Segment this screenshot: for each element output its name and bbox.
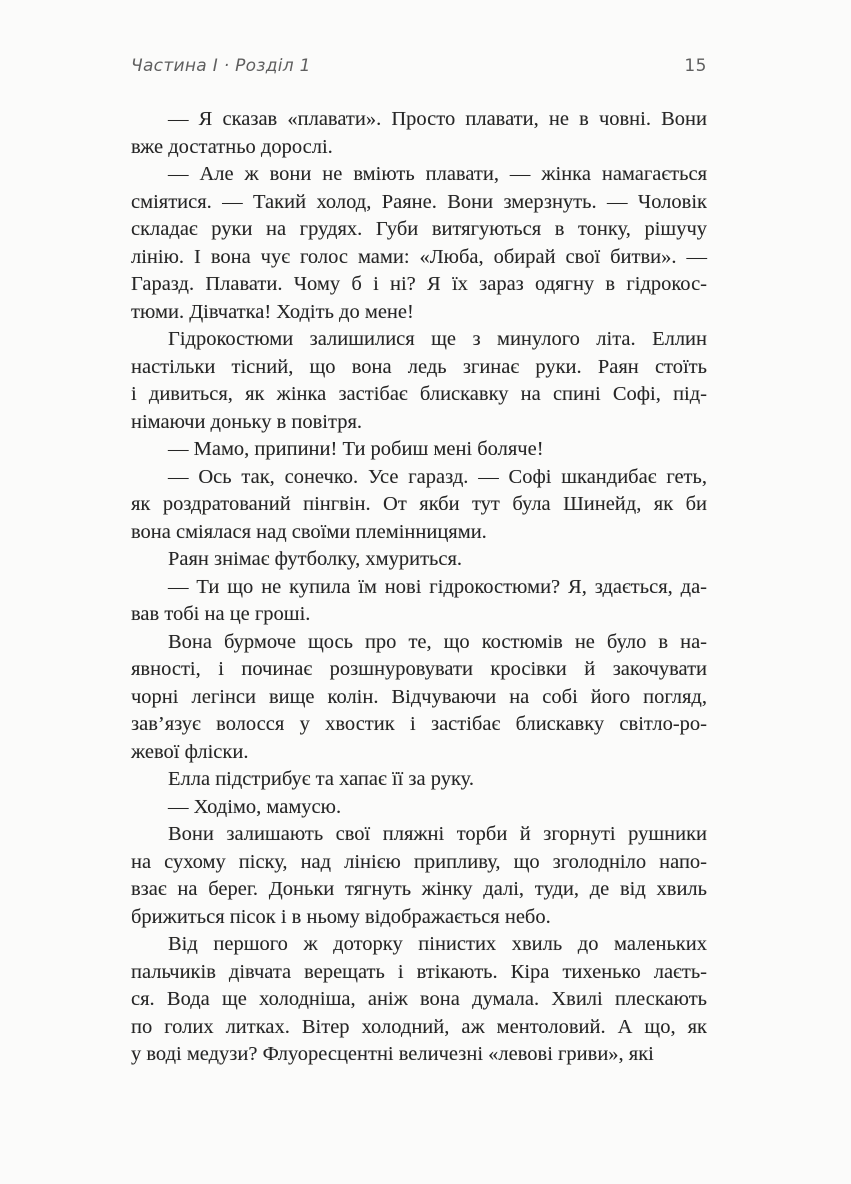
text-line: — Але ж вони не вміють плавати, — жінка намагається [168,163,707,185]
text-line: по голих литках. Вітер холодний, аж ментоловий. А що, як [131,1015,707,1038]
text-line: ся. Вода ще холодніша, аніж вона думала. Хвилі плескають [131,988,707,1010]
text-line: тюми. Дівчатка! Ходіть до мене! [131,300,414,323]
paragraph [131,546,707,574]
text-line: явності, і починає розшнуровувати кросівки й закочувати [131,658,707,680]
text-line: Гаразд. Плавати. Чому б і ні? Я їх зараз одягну в гідрокос- [131,273,707,295]
text-line: — Мамо, припини! Ти робиш мені боляче! [168,438,544,460]
text-line: Вони залишають свої пляжні торби й згорнуті рушники [168,823,707,845]
paragraph [131,574,707,629]
text-line: Вона бурмоче щось про те, що костюмів не було в на- [168,630,707,653]
text-line: — Ось так, сонечко. Усе гаразд. — Софі шкандибає геть, [168,465,707,488]
text-line: складає руки на грудях. Губи витягуються в тонку, рішучу [131,218,707,240]
text-line: вона сміялася над своїми племінницями. [131,520,487,543]
text-line: Раян знімає футболку, хмуриться. [168,548,463,570]
paragraph [131,794,707,822]
page-number: 15 [684,56,707,76]
paragraph [131,436,707,464]
text-line: чорні легінси вище колін. Відчуваючи на собі його погляд, [131,685,707,708]
text-line: сміятися. — Такий холод, Раяне. Вони змерзнуть. — Чоловік [131,190,707,213]
paragraph [131,161,707,326]
text-line: і дивиться, як жінка застібає блискавку на спині Софі, під- [131,383,707,405]
paragraph [131,106,707,161]
paragraph [131,931,707,1069]
body-text [131,106,707,1069]
text-line: жевої фліски. [131,740,249,763]
text-line: пальчиків дівчата верещать і втікають. Кіра тихенько лаєть- [131,960,707,983]
text-line: взає на берег. Доньки тягнуть жінку далі, туди, де від хвиль [131,878,707,900]
text-line: настільки тісний, що вона ледь згинає руки. Раян стоїть [131,355,707,378]
text-line: — Ти що не купила їм нові гідрокостюми? Я, здається, да- [168,575,707,598]
text-line: як роздратований пінгвін. От якби тут була Шинейд, як би [131,493,707,515]
text-line: у воді медузи? Флуоресцентні величезні «левові гриви», які [131,1043,654,1065]
text-line: вав тобі на це гроші. [131,603,311,625]
paragraph [131,766,707,794]
text-line: вже достатньо дорослі. [131,135,333,158]
text-line: брижиться пісок і в ньому відображається небо. [131,905,551,928]
paragraph [131,326,707,436]
text-line: Елла підстрибує та хапає її за руку. [168,768,474,790]
text-line: Гідрокостюми залишилися ще з минулого літа. Еллин [168,328,707,350]
text-line: — Я сказав «плавати». Просто плавати, не в човні. Вони [168,108,707,130]
text-line: лінію. І вона чує голос мами: «Люба, обирай свої битви». — [131,245,707,268]
text-line: — Ходімо, мамусю. [168,795,342,818]
paragraph [131,464,707,547]
text-line: Від першого ж доторку пінистих хвиль до маленьких [168,933,707,955]
text-line: зав’язує волосся у хвостик і застібає блискавку світло-ро- [131,713,707,735]
text-line: німаючи доньку в повітря. [131,410,362,433]
paragraph [131,821,707,931]
running-head [131,56,707,76]
text-line: на сухому піску, над лінією припливу, що зголодніло напо- [131,850,707,873]
chapter-header: Частина I · Розділ 1 [131,56,311,76]
paragraph [131,629,707,767]
